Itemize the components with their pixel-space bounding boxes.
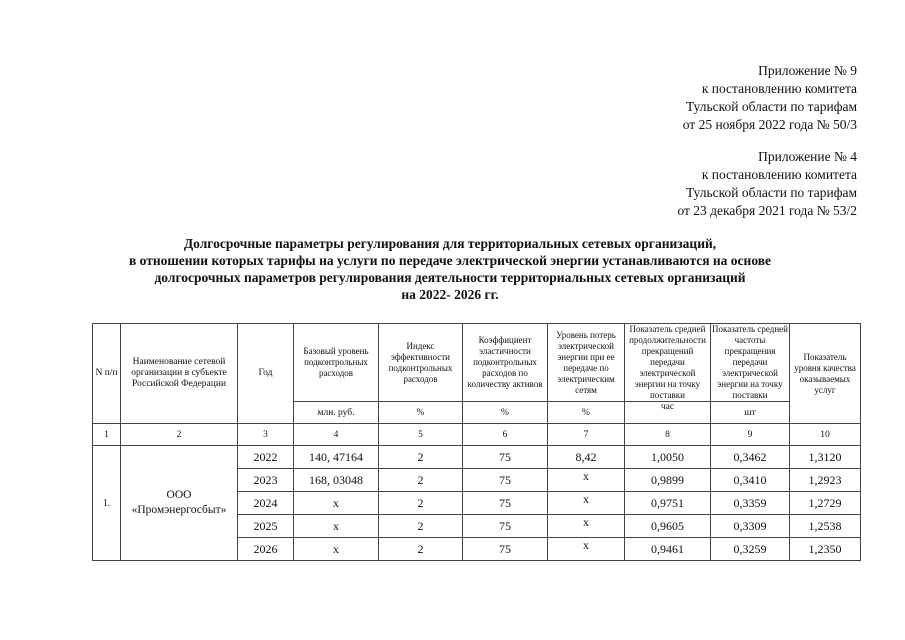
cell-frequency: 0,3359	[711, 492, 790, 515]
cell-year: 2023	[238, 469, 294, 492]
title-line: в отношении которых тарифы на услуги по передаче электрической энергии устанавливаются на основе	[128, 253, 772, 268]
cell-coef: 75	[463, 469, 548, 492]
cell-duration: 0,9605	[625, 515, 711, 538]
appendix-4-line: к постановлению комитета	[701, 167, 857, 182]
appendix-9-date: от 25 ноября 2022 года № 50/3	[682, 117, 857, 132]
cell-frequency: 0,3259	[711, 538, 790, 561]
header-loss-level: Уровень потерь электрической энергии при ее передаче по электрическим сетям	[548, 324, 625, 402]
header-service-quality: Показатель уровня качества оказываемых услуг	[790, 324, 861, 424]
title-line: Долгосрочные параметры регулирования для территориальных сетевых организаций,	[183, 236, 717, 251]
row-number: 1.	[93, 446, 121, 561]
cell-coef: 75	[463, 515, 548, 538]
cell-loss: x	[548, 515, 625, 538]
appendix-4-line: Тульской области по тарифам	[685, 185, 857, 200]
column-number: 7	[548, 424, 625, 446]
cell-base: x	[294, 492, 379, 515]
column-number: 8	[625, 424, 711, 446]
column-number: 6	[463, 424, 548, 446]
cell-year: 2024	[238, 492, 294, 515]
unit-base: млн. руб.	[294, 402, 379, 424]
cell-loss: 8,42	[548, 446, 625, 469]
cell-loss: x	[548, 469, 625, 492]
cell-year: 2026	[238, 538, 294, 561]
header-efficiency-index: Индекс эффективности подконтрольных расходов	[379, 324, 463, 402]
cell-frequency: 0,3309	[711, 515, 790, 538]
cell-loss: x	[548, 492, 625, 515]
header-organization: Наименование сетевой организации в субъекте Российской Федерации	[121, 324, 238, 424]
cell-quality: 1,2538	[790, 515, 861, 538]
column-number: 3	[238, 424, 294, 446]
unit-coef: %	[463, 402, 548, 424]
cell-duration: 1,0050	[625, 446, 711, 469]
header-year: Год	[238, 324, 294, 424]
title-line: на 2022- 2026 гг.	[401, 287, 499, 302]
cell-index: 2	[379, 538, 463, 561]
cell-index: 2	[379, 446, 463, 469]
column-number: 2	[121, 424, 238, 446]
unit-index: %	[379, 402, 463, 424]
column-number: 9	[711, 424, 790, 446]
appendix-9-line: к постановлению комитета	[701, 81, 857, 96]
parameters-table	[92, 323, 861, 561]
cell-quality: 1,2923	[790, 469, 861, 492]
cell-loss: x	[548, 538, 625, 561]
header-interruption-frequency: Показатель средней частоты прекращения передачи электрической энергии на точку поставки	[712, 324, 788, 400]
header-base-level: Базовый уровень подконтрольных расходов	[294, 324, 379, 402]
cell-quality: 1,2350	[790, 538, 861, 561]
column-number: 10	[790, 424, 861, 446]
appendix-9-header	[683, 62, 857, 134]
cell-coef: 75	[463, 538, 548, 561]
cell-duration: 0,9461	[625, 538, 711, 561]
cell-index: 2	[379, 492, 463, 515]
organization-name: ООО «Промэнергосбыт»	[121, 446, 238, 561]
cell-frequency: 0,3462	[711, 446, 790, 469]
cell-duration: 0,9899	[625, 469, 711, 492]
appendix-9-title: Приложение № 9	[758, 63, 857, 78]
cell-coef: 75	[463, 492, 548, 515]
appendix-9-line: Тульской области по тарифам	[685, 99, 857, 114]
column-number: 1	[93, 424, 121, 446]
cell-quality: 1,2729	[790, 492, 861, 515]
cell-coef: 75	[463, 446, 548, 469]
cell-base: 168, 03048	[294, 469, 379, 492]
cell-duration: 0,9751	[625, 492, 711, 515]
column-number: 5	[379, 424, 463, 446]
cell-index: 2	[379, 469, 463, 492]
header-interruption-duration: Показатель средней продолжительности прекращений передачи электрической энергии на точку поставки	[625, 324, 711, 402]
table-row	[93, 446, 861, 469]
title-line: долгосрочных параметров регулирования деятельности территориальных сетевых организаций	[154, 270, 746, 285]
cell-quality: 1,3120	[790, 446, 861, 469]
column-number: 4	[294, 424, 379, 446]
cell-year: 2022	[238, 446, 294, 469]
appendix-4-title: Приложение № 4	[758, 149, 857, 164]
cell-base: 140, 47164	[294, 446, 379, 469]
document-title	[90, 235, 810, 303]
header-num: N п/п	[93, 324, 121, 424]
unit-duration: час	[625, 402, 711, 424]
appendix-4-date: от 23 декабря 2021 года № 53/2	[677, 203, 857, 218]
header-elasticity-coefficient: Коэффициент эластичности подконтрольных расходов по количеству активов	[463, 324, 548, 402]
cell-frequency: 0,3410	[711, 469, 790, 492]
cell-base: x	[294, 515, 379, 538]
cell-year: 2025	[238, 515, 294, 538]
appendix-4-header	[677, 148, 857, 220]
cell-index: 2	[379, 515, 463, 538]
cell-base: x	[294, 538, 379, 561]
unit-frequency: шт	[711, 402, 790, 424]
unit-loss: %	[548, 402, 625, 424]
